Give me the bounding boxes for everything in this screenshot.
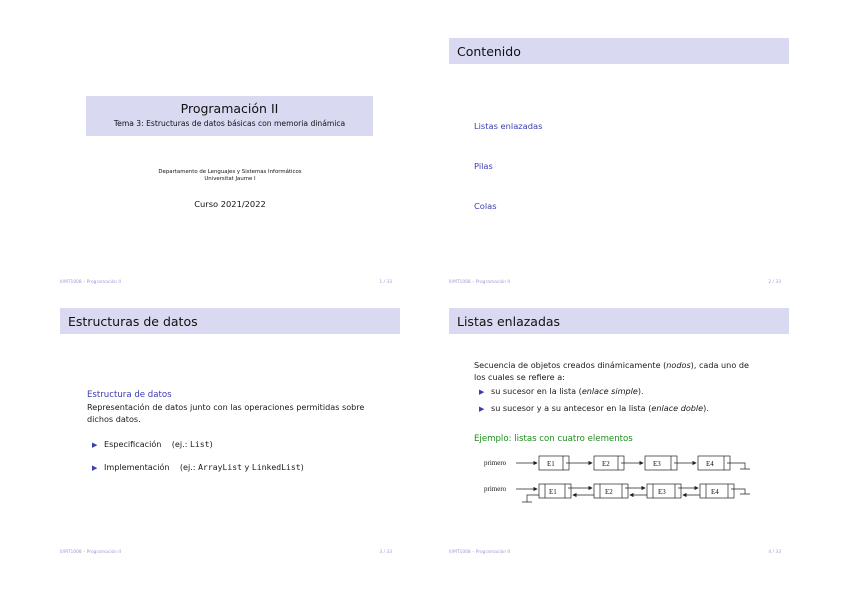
bullet-suffix: ) (300, 462, 304, 472)
bullet-triangle-icon: ▶ (92, 464, 98, 472)
node-label: E3 (653, 460, 661, 468)
course-label: Curso 2021/2022 (194, 199, 266, 209)
double-node-e1 (539, 484, 571, 498)
node-label: E3 (658, 488, 666, 496)
footer-left: II/MT1008 – Programación II (449, 550, 511, 555)
slide-2 (449, 35, 789, 295)
toc-item-listas[interactable]: Listas enlazadas (474, 121, 543, 131)
bullet-especificacion (92, 438, 213, 451)
double-node-e2 (594, 484, 628, 498)
slide-3 (60, 305, 400, 565)
bullet-label: Especificación (104, 439, 162, 449)
code-list: List (190, 439, 210, 449)
node-label: E1 (547, 460, 555, 468)
node-label: E4 (711, 488, 719, 496)
node-label: E1 (549, 488, 557, 496)
bullet-implementacion (92, 461, 304, 474)
footer-left: II/MT1008 – Programación II (449, 280, 511, 285)
bullet-emphasis: enlace doble (651, 403, 704, 413)
bullet-mid: y (241, 462, 252, 472)
bullet-prefix: (ej.: (179, 462, 199, 472)
simple-node-e2 (594, 456, 624, 470)
slide-4 (449, 305, 789, 565)
simple-node-e3 (645, 456, 677, 470)
slide-title: Estructuras de datos (60, 308, 400, 334)
intro-emphasis: nodos (666, 360, 691, 370)
bullet-enlace-simple (479, 385, 644, 398)
institution-line-2: Universitat Jaume I (204, 176, 256, 182)
footer-left: II/MT1008 – Programación II (60, 280, 122, 285)
bullet-label: Implementación (104, 462, 170, 472)
node-label: E2 (602, 460, 610, 468)
node-label: E4 (706, 460, 714, 468)
intro-line-1 (474, 359, 749, 371)
slide-title: Listas enlazadas (449, 308, 789, 334)
bullet-text: su sucesor y a su antecesor en la lista ( (491, 403, 652, 413)
example-title: Ejemplo: listas con cuatro elementos (474, 434, 633, 444)
code-arraylist: ArrayList (198, 462, 242, 472)
intro-line-2: los cuales se refiere a: (474, 372, 565, 382)
bullet-text: su sucesor en la lista ( (491, 386, 582, 396)
page-number: 3 / 33 (379, 550, 392, 555)
page-number: 1 / 33 (379, 280, 392, 285)
null-terminator-icon (727, 463, 750, 469)
double-node-e4 (700, 484, 734, 498)
simple-node-e4 (698, 456, 730, 470)
block-title: Estructura de datos (87, 390, 172, 400)
page-number: 2 / 33 (768, 280, 781, 285)
head-label-double: primero (484, 485, 507, 493)
bullet-text: ). (637, 386, 644, 396)
simple-node-e1 (539, 456, 569, 470)
slide-title: Contenido (449, 38, 789, 64)
institution-line-1: Departamento de Lenguajes y Sistemas Informáticos (158, 169, 302, 175)
bullet-suffix: ) (209, 439, 213, 449)
bullet-triangle-icon: ▶ (92, 441, 98, 449)
block-text-line-1: Representación de datos junto con las operaciones permitidas sobre (87, 402, 365, 412)
double-node-e3 (647, 484, 681, 498)
block-text-line-2: dichos datos. (87, 414, 141, 424)
presentation-subtitle: Tema 3: Estructuras de datos básicas con memoria dinámica (113, 119, 346, 128)
slide-1 (60, 35, 400, 295)
bullet-enlace-doble (479, 402, 709, 415)
linked-list-diagram (479, 453, 759, 513)
node-label: E2 (605, 488, 613, 496)
head-label-simple: primero (484, 459, 507, 467)
intro-text: ), cada uno de (690, 360, 749, 370)
bullet-triangle-icon: ▶ (479, 388, 485, 396)
presentation-title: Programación II (180, 101, 279, 116)
toc-item-colas[interactable]: Colas (474, 201, 497, 211)
toc-item-pilas[interactable]: Pilas (474, 161, 493, 171)
bullet-emphasis: enlace simple (581, 386, 638, 396)
intro-text: Secuencia de objetos creados dinámicamente ( (474, 360, 667, 370)
title-box (86, 96, 373, 136)
footer-left: II/MT1008 – Programación II (60, 550, 122, 555)
bullet-triangle-icon: ▶ (479, 405, 485, 413)
bullet-text: ). (703, 403, 709, 413)
bullet-prefix: (ej.: (171, 439, 190, 449)
code-linkedlist: LinkedList (251, 462, 301, 472)
page-number: 4 / 33 (768, 550, 781, 555)
